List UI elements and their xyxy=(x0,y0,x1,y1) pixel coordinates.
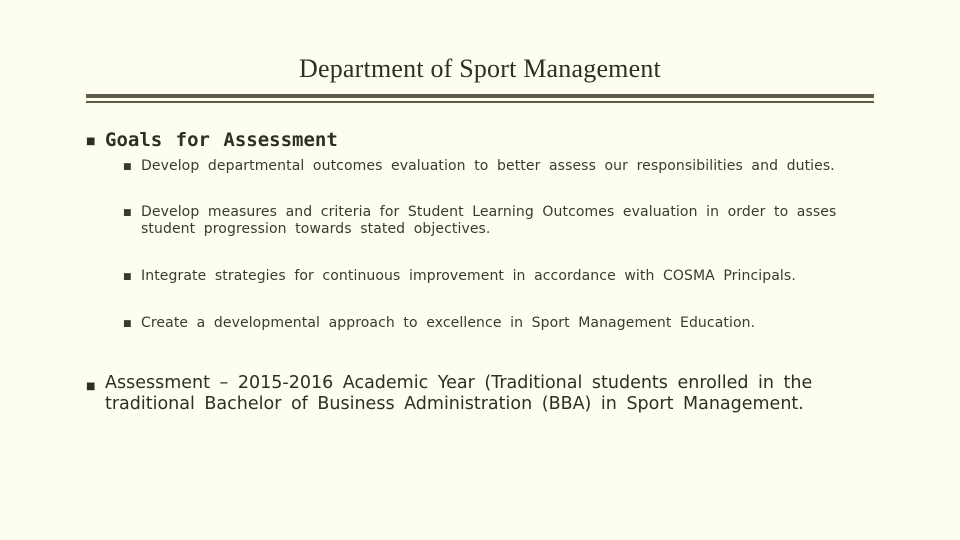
title-divider-thick xyxy=(86,94,874,98)
bullet-text: Goals for Assessment xyxy=(105,129,338,151)
sub-bullet-item xyxy=(123,315,853,332)
bullet-assessment-year xyxy=(86,373,866,415)
sub-bullet-item xyxy=(123,204,853,238)
square-bullet-icon: ■ xyxy=(86,381,96,392)
sub-bullet-text: Integrate strategies for continuous improvement in accordance with COSMA Principals. xyxy=(141,268,796,284)
title-divider-thin xyxy=(86,101,874,103)
square-bullet-icon: ■ xyxy=(123,319,132,329)
slide-title: Department of Sport Management xyxy=(299,54,661,83)
square-bullet-icon: ■ xyxy=(123,162,132,172)
sub-bullet-text: Develop measures and criteria for Student Learning Outcomes evaluation in order to asses student progression towards stated objectives. xyxy=(141,204,837,237)
bullet-goals-for-assessment xyxy=(86,129,876,151)
sub-bullet-text: Create a developmental approach to excellence in Sport Management Education. xyxy=(141,315,756,331)
sub-bullet-item xyxy=(123,268,853,285)
sub-bullet-item xyxy=(123,158,853,175)
square-bullet-icon: ■ xyxy=(123,208,132,218)
square-bullet-icon: ■ xyxy=(123,272,132,282)
square-bullet-icon: ■ xyxy=(86,136,96,147)
sub-bullet-text: Develop departmental outcomes evaluation to better assess our responsibilities and duties. xyxy=(141,158,835,174)
bullet-text: Assessment – 2015-2016 Academic Year (Traditional students enrolled in the traditional Bachelor of Business Administration (BBA) in Sport Management. xyxy=(105,373,813,414)
